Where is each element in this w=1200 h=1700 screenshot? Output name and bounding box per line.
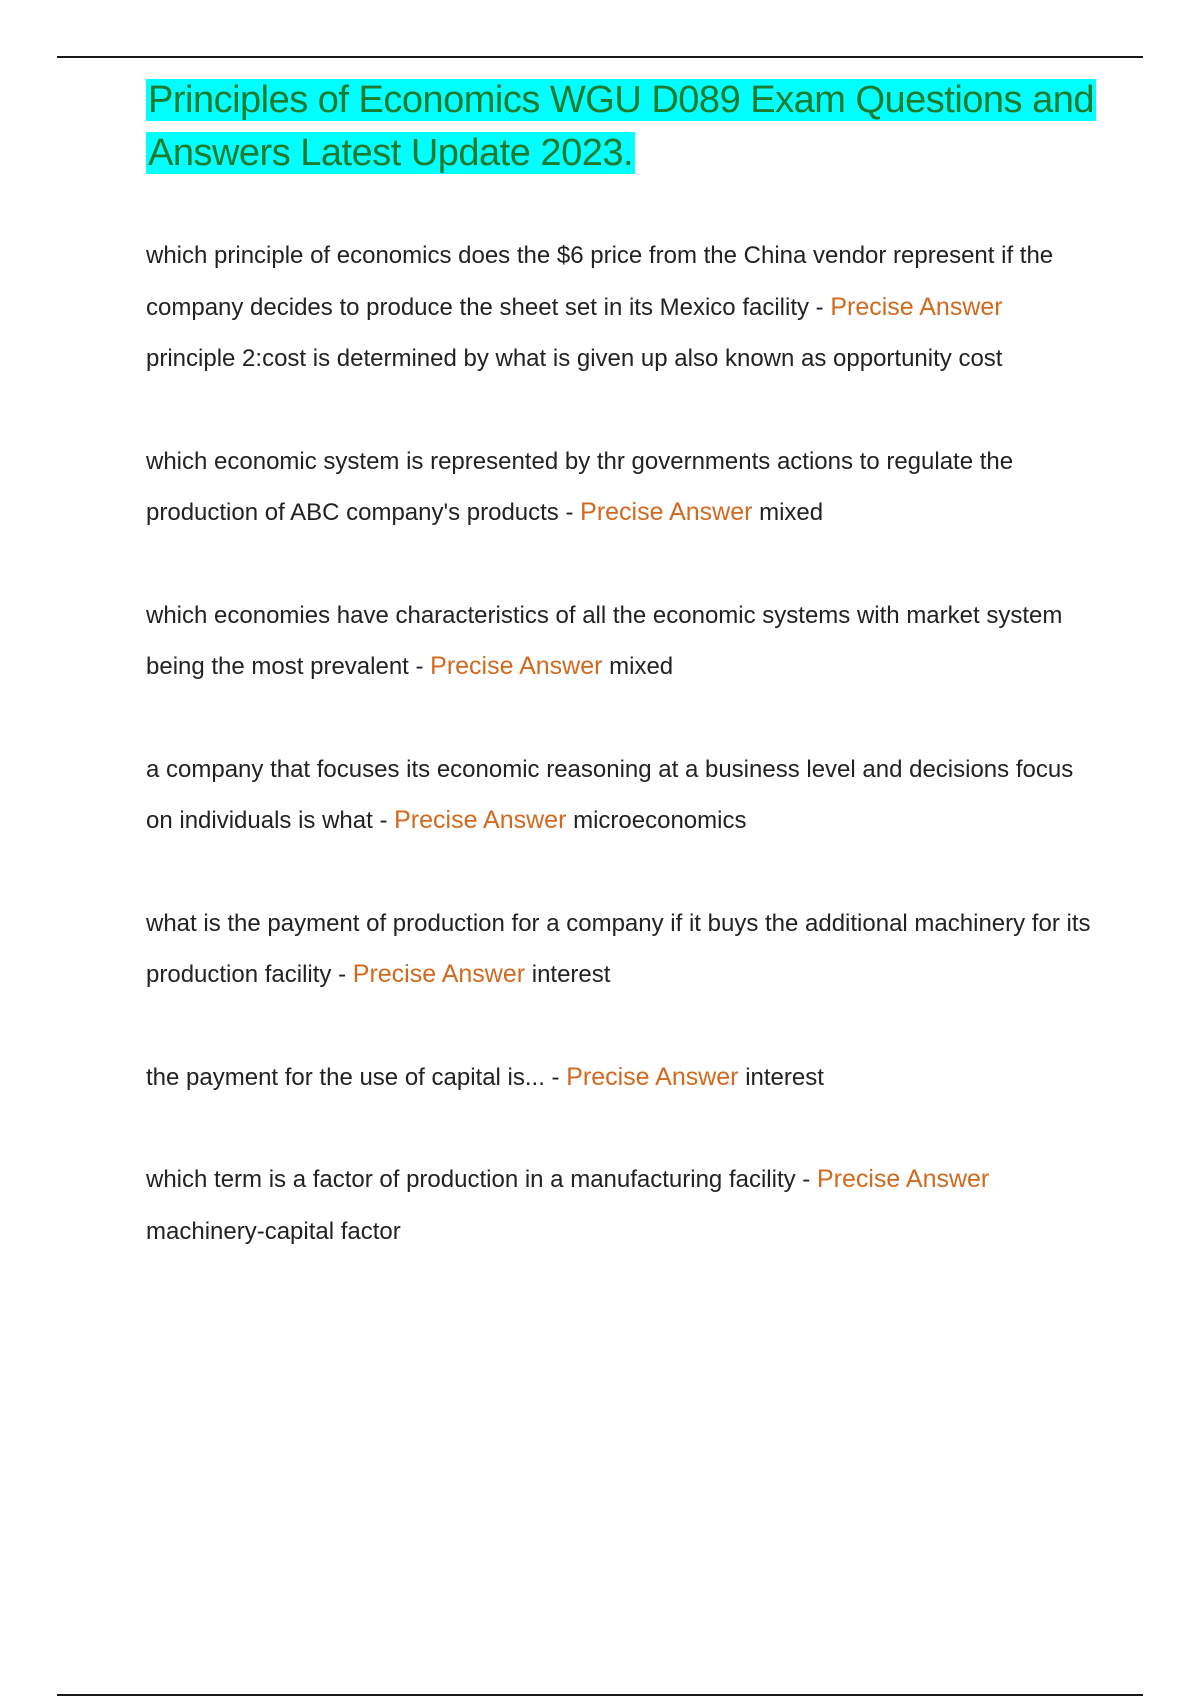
document-title — [146, 74, 1096, 180]
answer-text: interest — [531, 961, 611, 988]
qa-item — [146, 230, 1096, 385]
qa-item — [146, 1052, 1096, 1104]
question-text: what is the payment of production for a company if it buys the additional machinery for its production facility - — [146, 909, 1091, 988]
title-highlight: Principles of Economics WGU D089 Exam Questions and Answers Latest Update 2023. — [148, 79, 1095, 174]
answer-label: Precise Answer — [352, 960, 526, 988]
question-text: which economies have characteristics of all the economic systems with market system being the most prevalent - — [146, 601, 1063, 680]
qa-item — [146, 436, 1096, 539]
qa-item — [146, 590, 1096, 693]
answer-text: mixed — [759, 499, 824, 526]
answer-label: Precise Answer — [830, 292, 1003, 321]
answer-text: machinery-capital factor — [146, 1217, 401, 1245]
answer-label: Precise Answer — [430, 652, 603, 680]
question-text: which term is a factor of production in a manufacturing facility - — [146, 1166, 817, 1193]
qa-list — [146, 230, 1096, 1257]
answer-text: microeconomics — [573, 807, 747, 834]
question-text: a company that focuses its economic reasoning at a business level and decisions focus on individuals is what - — [146, 755, 1074, 834]
answer-label: Precise Answer — [394, 806, 567, 834]
document-body — [146, 74, 1096, 1308]
question-text: which principle of economics does the $6 price from the China vendor represent if the company decides to produce the sheet set in its Mexico facility - — [146, 242, 1054, 321]
answer-text: interest — [745, 1063, 824, 1091]
answer-label: Precise Answer — [580, 498, 753, 526]
qa-item — [146, 1154, 1096, 1257]
question-text: which economic system is represented by thr governments actions to regulate the production of ABC company's products - — [146, 447, 1014, 526]
qa-item — [146, 744, 1096, 847]
footer-rule — [57, 1694, 1143, 1696]
answer-label: Precise Answer — [816, 1165, 990, 1193]
answer-label: Precise Answer — [566, 1062, 739, 1091]
question-text: the payment for the use of capital is... - — [146, 1063, 567, 1091]
answer-text: mixed — [609, 653, 674, 680]
header-rule — [57, 56, 1143, 58]
answer-text: principle 2:cost is determined by what is given up also known as opportunity cost — [146, 345, 1003, 372]
qa-item — [146, 898, 1096, 1001]
